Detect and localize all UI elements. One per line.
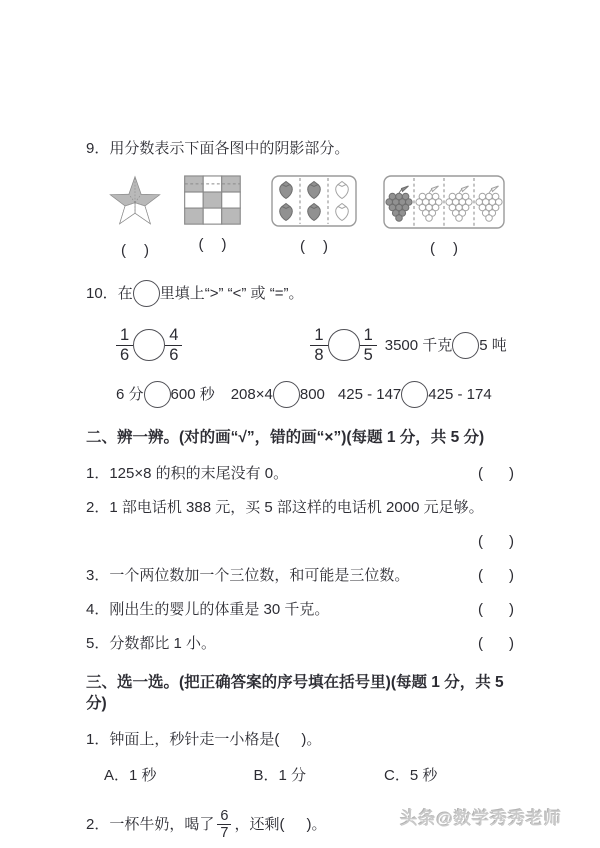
section-2-title: 二、辨一辨。(对的画“√”，错的画“×”)(每题 1 分，共 5 分) <box>86 429 485 446</box>
compare-circle-icon <box>133 280 160 307</box>
judge-item-5: 5．分数都比 1 小。 ( ) <box>86 635 514 652</box>
compare-circle-icon <box>401 381 428 408</box>
answer-blank: ( ) <box>478 567 514 584</box>
compare-fractions-2 <box>310 326 376 365</box>
answer-blank: ( ) <box>198 236 227 253</box>
shaded-grid-icon <box>184 175 241 225</box>
answer-blank: ( ) <box>478 533 514 550</box>
figure-strawberries <box>271 175 357 257</box>
answer-blank: ( ) <box>274 731 307 748</box>
worksheet-page <box>86 138 514 841</box>
watermark: 头条@数学秀秀老师 <box>400 809 562 828</box>
question-10-text-pre: 在 <box>117 285 133 302</box>
judge-item-1: 1．125×8 的积的末尾没有 0。 ( ) <box>86 465 514 482</box>
choice-item-1-options <box>104 765 514 786</box>
compare-circle-icon <box>328 329 360 361</box>
question-9-figures <box>86 175 514 263</box>
question-10-title <box>86 280 514 307</box>
answer-blank: ( ) <box>300 238 328 255</box>
choice-item-2: 2． 一杯牛奶，喝了 $\frac{6}{7}$ ，还剩 ( ) 。 <box>86 808 327 841</box>
option-a: A．1 秒 <box>104 767 157 784</box>
compare-circle-icon <box>273 381 300 408</box>
answer-blank: ( ) <box>279 816 312 833</box>
section-2-items <box>86 463 514 654</box>
answer-blank: ( ) <box>478 601 514 618</box>
comparison-row-2 <box>86 379 514 409</box>
choice-item-1: 1．钟面上，秒针走一小格是 ( ) 。 <box>86 731 322 748</box>
compare-time: 6 分 600 秒 <box>116 381 215 408</box>
compare-product: 208×4 800 <box>231 381 325 408</box>
question-9-text: 用分数表示下面各图中的阴影部分。 <box>109 140 350 157</box>
option-b: B．1 分 <box>253 767 307 784</box>
compare-difference: 425 - 147 425 - 174 <box>338 381 492 408</box>
section-3-title: 三、选一选。(把正确答案的序号填在括号里)(每题 1 分，共 5 分) <box>86 674 504 712</box>
question-10-number: 10． <box>86 285 118 302</box>
judge-item-2-blank <box>86 531 514 552</box>
judge-item-3: 3．一个两位数加一个三位数，和可能是三位数。 ( ) <box>86 567 514 584</box>
option-c: C．5 秒 <box>384 767 438 784</box>
answer-blank: ( ) <box>430 240 458 257</box>
compare-circle-icon <box>144 381 171 408</box>
fraction: $\frac{6}{7}$ <box>217 808 231 841</box>
judge-item-4: 4．刚出生的婴儿的体重是 30 千克。 ( ) <box>86 601 514 618</box>
shaded-star-icon <box>106 175 164 231</box>
figure-grid <box>184 175 241 255</box>
question-9-title <box>86 138 514 159</box>
figure-grapes <box>383 175 505 259</box>
fraction: $\frac{1}{6}$ <box>116 326 133 365</box>
answer-blank: ( ) <box>121 242 149 259</box>
fraction: $\frac{1}{8}$ <box>310 326 327 365</box>
question-9-number: 9． <box>86 140 110 157</box>
answer-blank: ( ) <box>478 635 514 652</box>
fraction: $\frac{1}{5}$ <box>360 326 377 365</box>
compare-fractions-1 <box>116 326 182 365</box>
figure-star <box>106 175 164 261</box>
grapes-icon <box>383 175 505 229</box>
answer-blank: ( ) <box>478 465 514 482</box>
compare-circle-icon <box>133 329 165 361</box>
compare-mass: 3500 千克 5 吨 <box>385 332 507 359</box>
question-10-text-post: 里填上“>” “<” 或 “=”。 <box>159 285 304 302</box>
compare-circle-icon <box>452 332 479 359</box>
strawberries-icon <box>271 175 357 227</box>
fraction: $\frac{4}{6}$ <box>165 326 182 365</box>
judge-item-2: 2．1 部电话机 388 元，买 5 部这样的电话机 2000 元足够。 <box>86 499 484 516</box>
comparison-row-1 <box>86 319 514 371</box>
